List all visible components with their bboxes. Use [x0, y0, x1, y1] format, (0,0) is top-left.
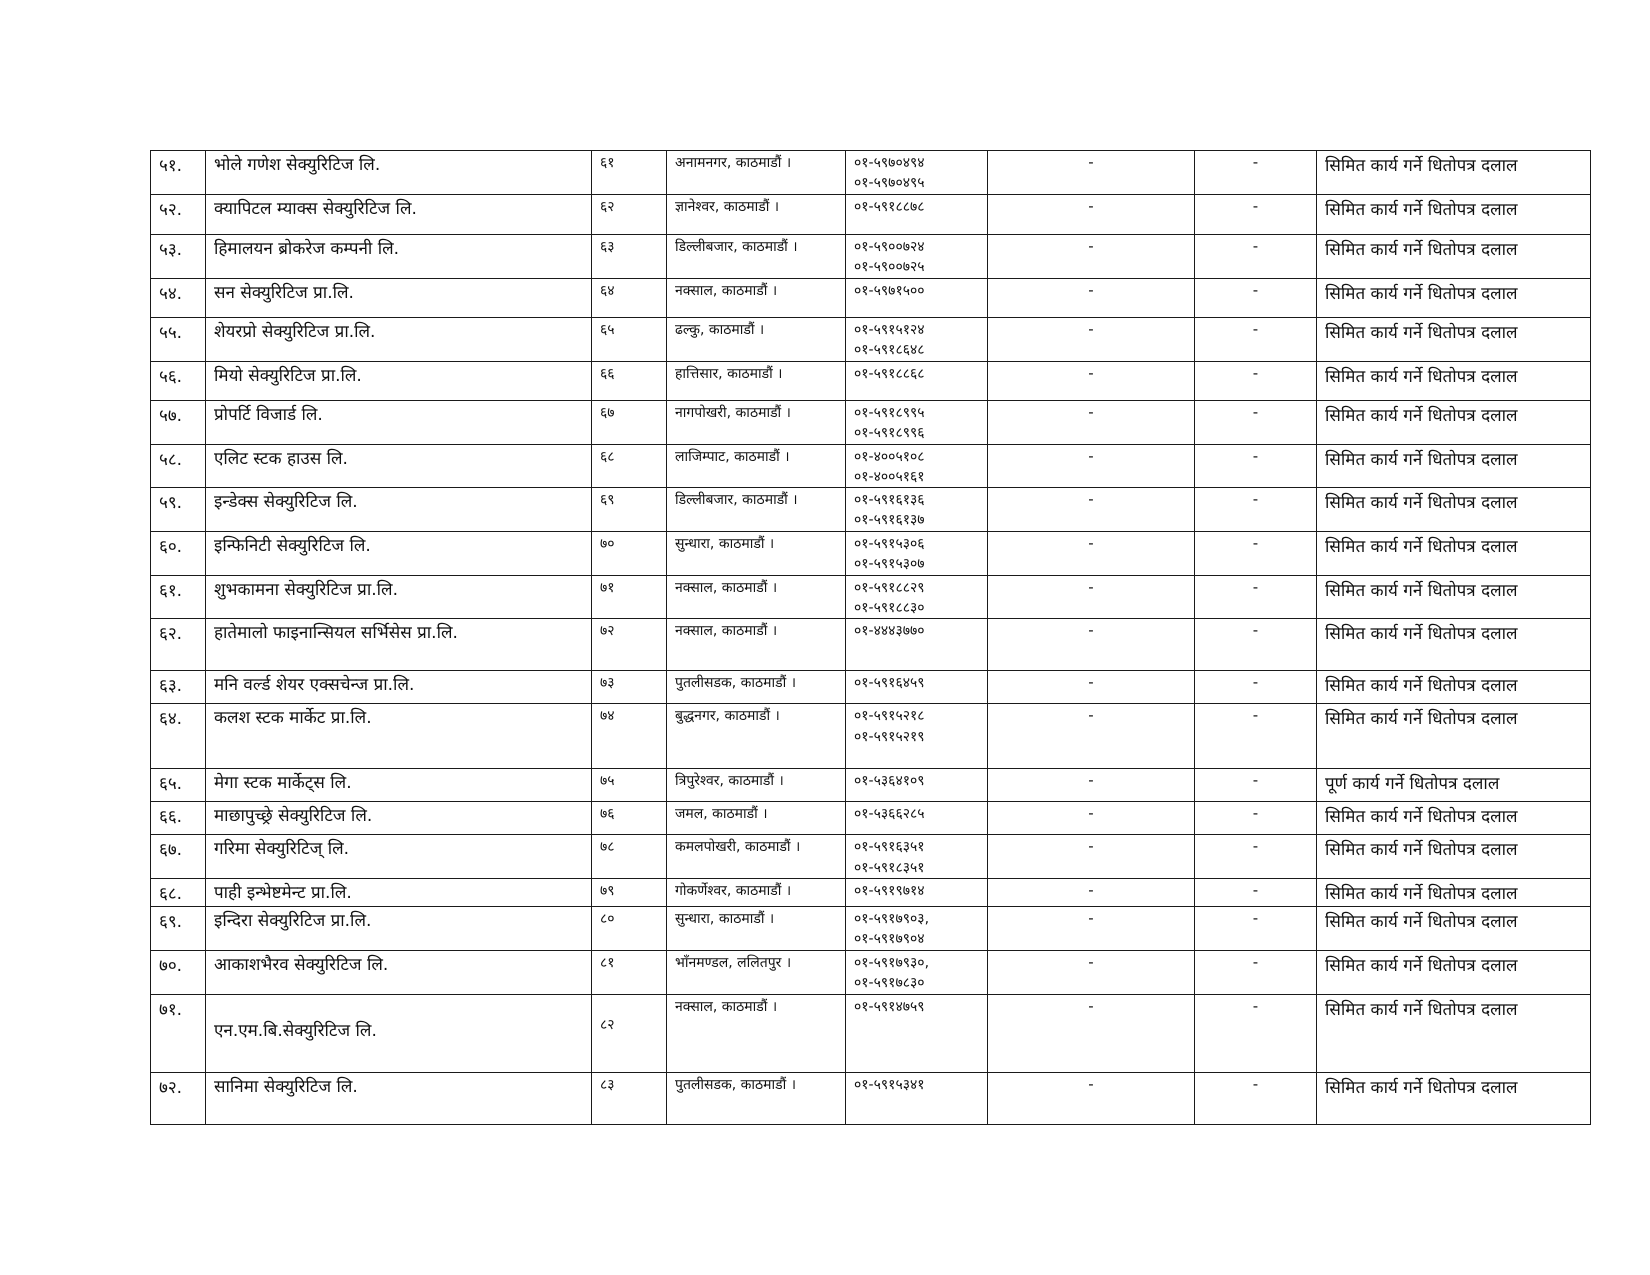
broker-type-cell: सिमित कार्य गर्ने धितोपत्र दलाल — [1317, 951, 1591, 995]
address-cell: बुद्धनगर, काठमाडौं । — [667, 704, 846, 769]
phone-number: ०१-५९१८६४८ — [854, 341, 925, 358]
broker-type-cell: सिमित कार्य गर्ने धितोपत्र दलाल — [1317, 361, 1591, 400]
phone-number: ०१-५९१८८२९ — [854, 579, 925, 596]
broker-type-cell: सिमित कार्य गर्ने धितोपत्र दलाल — [1317, 619, 1591, 671]
company-name-cell: इन्दिरा सेक्युरिटिज प्रा.लि. — [206, 907, 592, 951]
broker-code-cell: ७३ — [592, 671, 667, 704]
column-seven-cell: - — [1195, 802, 1317, 835]
column-seven-cell: - — [1195, 951, 1317, 995]
broker-code-cell: ६७ — [592, 400, 667, 444]
phone-number: ०१-५९१६४५९ — [854, 675, 925, 692]
broker-list-sheet — [150, 150, 1590, 1125]
table-row — [151, 769, 1591, 802]
serial-number-cell: ६०. — [151, 532, 206, 576]
column-seven-cell: - — [1195, 575, 1317, 619]
table-row — [151, 704, 1591, 769]
address-cell: डिल्लीबजार, काठमाडौं । — [667, 488, 846, 532]
address-cell: कमलपोखरी, काठमाडौं । — [667, 835, 846, 879]
broker-type-cell: सिमित कार्य गर्ने धितोपत्र दलाल — [1317, 151, 1591, 195]
column-six-cell: - — [988, 361, 1195, 400]
serial-number-cell: ५३. — [151, 234, 206, 278]
serial-number-cell: ५७. — [151, 400, 206, 444]
phone-number: ०१-५९१५३०७ — [854, 556, 925, 573]
phone-number: ०१-५९१७९०४ — [854, 931, 925, 948]
company-name-cell: प्रोपर्टि विजार्ड लि. — [206, 400, 592, 444]
phone-cell — [846, 278, 988, 317]
phone-cell — [846, 361, 988, 400]
address-cell: डिल्लीबजार, काठमाडौं । — [667, 234, 846, 278]
company-name-cell: गरिमा सेक्युरिटिज् लि. — [206, 835, 592, 879]
phone-number: ०१-५९१९७१४ — [854, 883, 925, 900]
column-six-cell: - — [988, 835, 1195, 879]
phone-number: ०१-५९१८३५१ — [854, 859, 925, 876]
phone-cell — [846, 532, 988, 576]
phone-number: ०१-५९१७९०३, — [854, 911, 930, 928]
phone-number: ०१-५९१६१३७ — [854, 512, 925, 529]
phone-cell — [846, 234, 988, 278]
address-cell: जमल, काठमाडौं । — [667, 802, 846, 835]
address-cell: नक्साल, काठमाडौं । — [667, 995, 846, 1073]
broker-code-cell: ८० — [592, 907, 667, 951]
phone-cell — [846, 995, 988, 1073]
address-cell: सुन्धारा, काठमाडौं । — [667, 907, 846, 951]
phone-number: ०१-५९१५१२४ — [854, 321, 925, 338]
broker-type-cell: सिमित कार्य गर्ने धितोपत्र दलाल — [1317, 671, 1591, 704]
address-cell: लाजिम्पाट, काठमाडौं । — [667, 444, 846, 488]
company-name-cell: मेगा स्टक मार्केट्स लि. — [206, 769, 592, 802]
serial-number-cell: ५९. — [151, 488, 206, 532]
company-name-cell: एलिट स्टक हाउस लि. — [206, 444, 592, 488]
broker-type-cell: सिमित कार्य गर्ने धितोपत्र दलाल — [1317, 907, 1591, 951]
broker-type-cell: सिमित कार्य गर्ने धितोपत्र दलाल — [1317, 234, 1591, 278]
address-cell: नागपोखरी, काठमाडौं । — [667, 400, 846, 444]
table-row — [151, 802, 1591, 835]
column-six-cell: - — [988, 907, 1195, 951]
phone-cell — [846, 151, 988, 195]
column-seven-cell: - — [1195, 907, 1317, 951]
company-name-cell: इन्डेक्स सेक्युरिटिज लि. — [206, 488, 592, 532]
serial-number-cell: ६७. — [151, 835, 206, 879]
table-row — [151, 317, 1591, 361]
broker-type-cell: सिमित कार्य गर्ने धितोपत्र दलाल — [1317, 194, 1591, 234]
broker-type-cell: सिमित कार्य गर्ने धितोपत्र दलाल — [1317, 317, 1591, 361]
column-six-cell: - — [988, 951, 1195, 995]
table-row — [151, 575, 1591, 619]
company-name-cell: हिमालयन ब्रोकरेज कम्पनी लि. — [206, 234, 592, 278]
column-seven-cell: - — [1195, 619, 1317, 671]
column-six-cell: - — [988, 444, 1195, 488]
broker-type-cell: सिमित कार्य गर्ने धितोपत्र दलाल — [1317, 879, 1591, 907]
phone-number: ०१-५९१८८३० — [854, 600, 925, 617]
phone-cell — [846, 317, 988, 361]
phone-cell — [846, 671, 988, 704]
table-row — [151, 907, 1591, 951]
address-cell: पुतलीसडक, काठमाडौं । — [667, 671, 846, 704]
company-name-cell: शुभकामना सेक्युरिटिज प्रा.लि. — [206, 575, 592, 619]
broker-code-cell: ६६ — [592, 361, 667, 400]
column-seven-cell: - — [1195, 879, 1317, 907]
serial-number-cell: ५६. — [151, 361, 206, 400]
table-row — [151, 1073, 1591, 1125]
phone-number: ०१-५९१८८६८ — [854, 365, 925, 382]
column-seven-cell: - — [1195, 278, 1317, 317]
address-cell: ढल्कु, काठमाडौं । — [667, 317, 846, 361]
column-seven-cell: - — [1195, 532, 1317, 576]
company-name-cell: सानिमा सेक्युरिटिज लि. — [206, 1073, 592, 1125]
serial-number-cell: ५४. — [151, 278, 206, 317]
table-row — [151, 835, 1591, 879]
broker-code-cell: ७४ — [592, 704, 667, 769]
broker-code-cell: ६८ — [592, 444, 667, 488]
table-row — [151, 488, 1591, 532]
serial-number-cell: ५५. — [151, 317, 206, 361]
company-name-cell: भोले गणेश सेक्युरिटिज लि. — [206, 151, 592, 195]
phone-number: ०१-४००५१०८ — [854, 448, 925, 465]
serial-number-cell: ६९. — [151, 907, 206, 951]
broker-code-cell: ८३ — [592, 1073, 667, 1125]
company-name-cell: माछापुच्छ्रे सेक्युरिटिज लि. — [206, 802, 592, 835]
broker-code-cell: ६१ — [592, 151, 667, 195]
phone-cell — [846, 879, 988, 907]
column-seven-cell: - — [1195, 361, 1317, 400]
column-six-cell: - — [988, 400, 1195, 444]
column-six-cell: - — [988, 802, 1195, 835]
broker-type-cell: सिमित कार्य गर्ने धितोपत्र दलाल — [1317, 488, 1591, 532]
serial-number-cell: ६२. — [151, 619, 206, 671]
address-cell: नक्साल, काठमाडौं । — [667, 575, 846, 619]
column-seven-cell: - — [1195, 488, 1317, 532]
address-cell: हात्तिसार, काठमाडौं । — [667, 361, 846, 400]
column-six-cell: - — [988, 1073, 1195, 1125]
serial-number-cell: ५८. — [151, 444, 206, 488]
column-six-cell: - — [988, 194, 1195, 234]
column-seven-cell: - — [1195, 671, 1317, 704]
column-seven-cell: - — [1195, 995, 1317, 1073]
table-row — [151, 671, 1591, 704]
serial-number-cell: ७२. — [151, 1073, 206, 1125]
phone-number: ०१-५९१७९३०, — [854, 955, 930, 972]
phone-number: ०१-५९००७२४ — [854, 238, 925, 255]
column-seven-cell: - — [1195, 1073, 1317, 1125]
broker-type-cell: सिमित कार्य गर्ने धितोपत्र दलाल — [1317, 400, 1591, 444]
company-name-cell: पाही इन्भेष्टमेन्ट प्रा.लि. — [206, 879, 592, 907]
broker-type-cell: सिमित कार्य गर्ने धितोपत्र दलाल — [1317, 1073, 1591, 1125]
phone-number: ०१-५३६४१०९ — [854, 773, 925, 790]
phone-number: ०१-५९१५३०६ — [854, 536, 925, 553]
broker-code-cell: ७६ — [592, 802, 667, 835]
broker-code-cell: ८२ — [592, 995, 667, 1073]
phone-cell — [846, 835, 988, 879]
company-name-cell: इन्फिनिटी सेक्युरिटिज लि. — [206, 532, 592, 576]
broker-code-cell: ६२ — [592, 194, 667, 234]
column-six-cell: - — [988, 278, 1195, 317]
column-six-cell: - — [988, 151, 1195, 195]
company-name-cell: मियो सेक्युरिटिज प्रा.लि. — [206, 361, 592, 400]
broker-code-cell: ६४ — [592, 278, 667, 317]
column-six-cell: - — [988, 317, 1195, 361]
company-name-cell: मनि वर्ल्ड शेयर एक्सचेन्ज प्रा.लि. — [206, 671, 592, 704]
column-six-cell: - — [988, 995, 1195, 1073]
broker-code-cell: ७५ — [592, 769, 667, 802]
phone-number: ०१-५३६६२८५ — [854, 806, 925, 823]
address-cell: अनामनगर, काठमाडौं । — [667, 151, 846, 195]
phone-number: ०१-५९१४७५९ — [854, 999, 925, 1016]
broker-type-cell: सिमित कार्य गर्ने धितोपत्र दलाल — [1317, 704, 1591, 769]
address-cell: नक्साल, काठमाडौं । — [667, 619, 846, 671]
address-cell: गोकर्णेश्वर, काठमाडौं । — [667, 879, 846, 907]
broker-type-cell: पूर्ण कार्य गर्ने धितोपत्र दलाल — [1317, 769, 1591, 802]
broker-code-cell: ६५ — [592, 317, 667, 361]
address-cell: ज्ञानेश्वर, काठमाडौं । — [667, 194, 846, 234]
phone-number: ०१-४४४३७७० — [854, 623, 925, 640]
table-row — [151, 444, 1591, 488]
serial-number-cell: ७१. — [151, 995, 206, 1073]
address-cell: भाँनमण्डल, ललितपुर । — [667, 951, 846, 995]
column-seven-cell: - — [1195, 704, 1317, 769]
table-row — [151, 361, 1591, 400]
column-seven-cell: - — [1195, 400, 1317, 444]
column-six-cell: - — [988, 488, 1195, 532]
phone-cell — [846, 1073, 988, 1125]
phone-number: ०१-५९१६१३६ — [854, 492, 925, 509]
broker-code-cell: ६३ — [592, 234, 667, 278]
phone-number: ०१-४००५१६१ — [854, 468, 925, 485]
company-name-cell: एन.एम.बि.सेक्युरिटिज लि. — [206, 995, 592, 1073]
serial-number-cell: ६५. — [151, 769, 206, 802]
phone-cell — [846, 619, 988, 671]
phone-cell — [846, 400, 988, 444]
broker-type-cell: सिमित कार्य गर्ने धितोपत्र दलाल — [1317, 995, 1591, 1073]
phone-cell — [846, 444, 988, 488]
phone-number: ०१-५९१८९९६ — [854, 424, 925, 441]
broker-code-cell: ७९ — [592, 879, 667, 907]
company-name-cell: शेयरप्रो सेक्युरिटिज प्रा.लि. — [206, 317, 592, 361]
phone-number: ०१-५९१५२१८ — [854, 708, 925, 725]
table-row — [151, 194, 1591, 234]
phone-number: ०१-५९१८९९५ — [854, 404, 925, 421]
table-row — [151, 995, 1591, 1073]
phone-cell — [846, 704, 988, 769]
broker-code-cell: ७१ — [592, 575, 667, 619]
table-row — [151, 151, 1591, 195]
table-row — [151, 619, 1591, 671]
table-row — [151, 400, 1591, 444]
broker-type-cell: सिमित कार्य गर्ने धितोपत्र दलाल — [1317, 532, 1591, 576]
company-name-cell: आकाशभैरव सेक्युरिटिज लि. — [206, 951, 592, 995]
broker-table-body — [151, 151, 1591, 1125]
serial-number-cell: ६४. — [151, 704, 206, 769]
column-seven-cell: - — [1195, 234, 1317, 278]
broker-type-cell: सिमित कार्य गर्ने धितोपत्र दलाल — [1317, 444, 1591, 488]
serial-number-cell: ६८. — [151, 879, 206, 907]
phone-cell — [846, 769, 988, 802]
broker-type-cell: सिमित कार्य गर्ने धितोपत्र दलाल — [1317, 802, 1591, 835]
phone-cell — [846, 575, 988, 619]
phone-cell — [846, 194, 988, 234]
address-cell: सुन्धारा, काठमाडौं । — [667, 532, 846, 576]
broker-code-cell: ७० — [592, 532, 667, 576]
column-six-cell: - — [988, 619, 1195, 671]
column-seven-cell: - — [1195, 151, 1317, 195]
broker-code-cell: ७२ — [592, 619, 667, 671]
table-row — [151, 278, 1591, 317]
broker-code-cell: ८१ — [592, 951, 667, 995]
broker-type-cell: सिमित कार्य गर्ने धितोपत्र दलाल — [1317, 575, 1591, 619]
serial-number-cell: ५२. — [151, 194, 206, 234]
table-row — [151, 879, 1591, 907]
serial-number-cell: ७०. — [151, 951, 206, 995]
phone-number: ०१-५९१५२१९ — [854, 728, 925, 745]
phone-number: ०१-५९१८८७८ — [854, 198, 925, 215]
phone-number: ०१-५९७१५०० — [854, 282, 925, 299]
phone-number: ०१-५९७०४९४ — [854, 155, 925, 171]
column-six-cell: - — [988, 671, 1195, 704]
column-six-cell: - — [988, 532, 1195, 576]
company-name-cell: क्यापिटल म्याक्स सेक्युरिटिज लि. — [206, 194, 592, 234]
column-seven-cell: - — [1195, 317, 1317, 361]
serial-number-cell: ५१. — [151, 151, 206, 195]
serial-number-cell: ६३. — [151, 671, 206, 704]
address-cell: पुतलीसडक, काठमाडौं । — [667, 1073, 846, 1125]
company-name-cell: हातेमालो फाइनान्सियल सर्भिसेस प्रा.लि. — [206, 619, 592, 671]
column-six-cell: - — [988, 879, 1195, 907]
phone-number: ०१-५९१५३४१ — [854, 1077, 925, 1094]
company-name-cell: कलश स्टक मार्केट प्रा.लि. — [206, 704, 592, 769]
table-row — [151, 532, 1591, 576]
phone-cell — [846, 951, 988, 995]
phone-number: ०१-५९१६३५१ — [854, 839, 925, 856]
column-six-cell: - — [988, 769, 1195, 802]
column-seven-cell: - — [1195, 194, 1317, 234]
phone-number: ०१-५९१७८३० — [854, 975, 925, 992]
column-seven-cell: - — [1195, 769, 1317, 802]
table-row — [151, 234, 1591, 278]
table-row — [151, 951, 1591, 995]
column-six-cell: - — [988, 575, 1195, 619]
address-cell: नक्साल, काठमाडौं । — [667, 278, 846, 317]
broker-type-cell: सिमित कार्य गर्ने धितोपत्र दलाल — [1317, 278, 1591, 317]
column-seven-cell: - — [1195, 835, 1317, 879]
column-six-cell: - — [988, 704, 1195, 769]
phone-cell — [846, 907, 988, 951]
broker-code-cell: ६९ — [592, 488, 667, 532]
phone-cell — [846, 488, 988, 532]
phone-cell — [846, 802, 988, 835]
phone-number: ०१-५९००७२५ — [854, 258, 925, 275]
company-name-cell: सन सेक्युरिटिज प्रा.लि. — [206, 278, 592, 317]
serial-number-cell: ६१. — [151, 575, 206, 619]
broker-table — [150, 150, 1591, 1125]
phone-number: ०१-५९७०४९५ — [854, 175, 925, 192]
broker-code-cell: ७८ — [592, 835, 667, 879]
column-six-cell: - — [988, 234, 1195, 278]
broker-type-cell: सिमित कार्य गर्ने धितोपत्र दलाल — [1317, 835, 1591, 879]
serial-number-cell: ६६. — [151, 802, 206, 835]
address-cell: त्रिपुरेश्वर, काठमाडौं । — [667, 769, 846, 802]
column-seven-cell: - — [1195, 444, 1317, 488]
